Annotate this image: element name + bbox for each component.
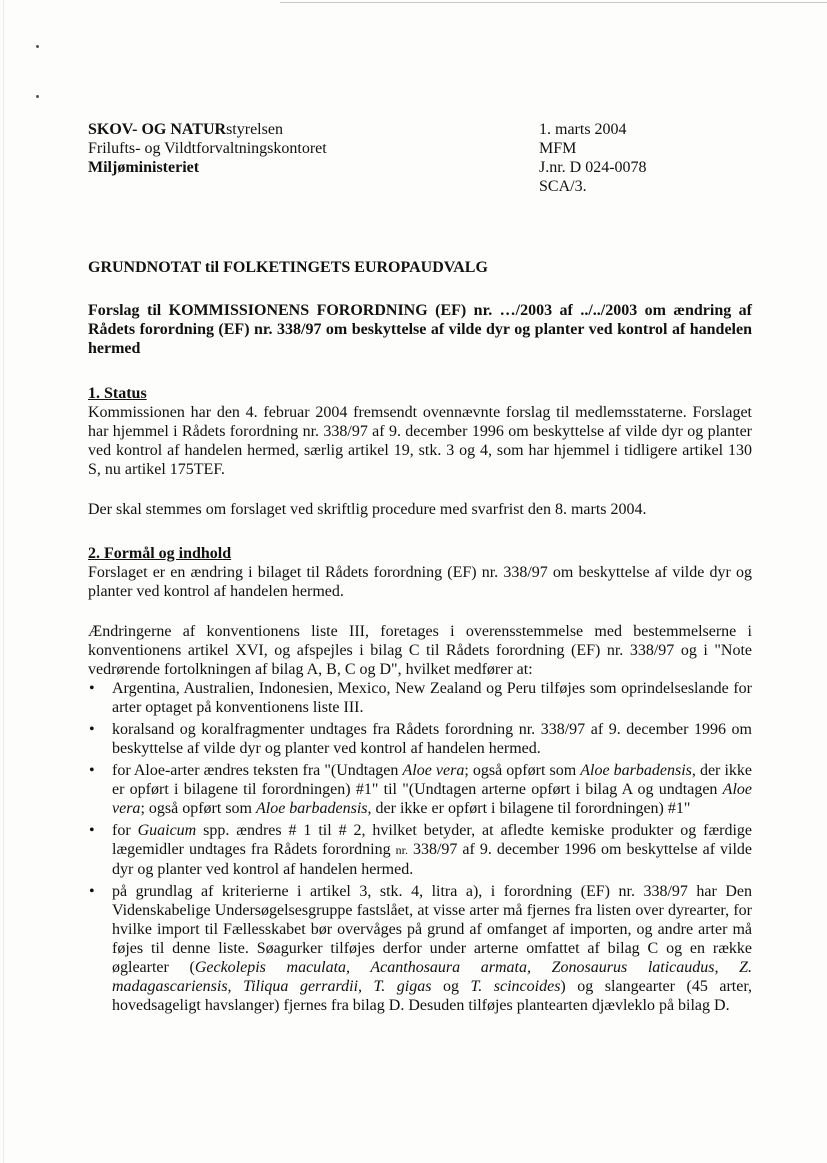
scan-edge-top (280, 2, 827, 3)
agency-name: SKOV- OG NATURstyrelsen (88, 121, 283, 138)
list-item: • for Aloe-arter ændres teksten fra "(Undtagen Aloe vera; også opført som Aloe barbadensis, der ikke er opført i bilagene til forordningen) #1" til "(Undtagen arterne opført i bilag A og undtagen Aloe vera; også opført som Aloe barbadensis, der ikke er opført i bilagene til forordningen) #1" (89, 762, 753, 817)
journal-number: J.nr. D 024-0078 (539, 159, 647, 176)
scan-edge-left (3, 0, 4, 1163)
section-purpose (88, 544, 752, 1015)
list-item: • for Guaicum spp. ændres # 1 til # 2, hvilket betyder, at afledte kemiske produkter og færdige lægemidler undtages fra Rådets forordning nr. 338/97 af 9. december 1996 om beskyttelse af vilde dyr og planter ved kontrol af handelen hermed. (89, 822, 753, 878)
amendment-list (88, 679, 752, 1015)
bullet-icon: • (89, 762, 95, 779)
proposal-title: Forslag til KOMMISSIONENS FORORDNING (EF) nr. …/2003 af ../../2003 om ændring af Rådets forordning (EF) nr. 338/97 om beskyttelse af vilde dyr og planter ved kontrol af handelen hermed (88, 302, 752, 357)
scan-speck (36, 95, 39, 98)
paragraph: Kommissionen har den 4. februar 2004 fremsendt ovennævnte forslag til medlemsstaterne. Forslaget har hjemmel i Rådets forordning nr. 338/97 af 9. december 1996 om beskyttelse af vilde dyr og planter ved kontrol af handelen hermed, særlig artikel 19, stk. 3 og 4, som har hjemmel i tidligere artikel 130 S, nu artikel 175TEF. (88, 404, 752, 478)
bullet-icon: • (89, 822, 95, 839)
paragraph: Der skal stemmes om forslaget ved skriftlig procedure med svarfrist den 8. marts 2004. (88, 501, 647, 518)
office-name: Frilufts- og Vildtforvaltningskontoret (88, 140, 327, 157)
sender-block (88, 120, 327, 177)
reference-block (539, 120, 647, 196)
unit-code: MFM (539, 140, 577, 157)
list-item: • Argentina, Australien, Indonesien, Mexico, New Zealand og Peru tilføjes som oprindelseslande for arter optaget på konventionens liste III. (89, 680, 752, 716)
bullet-icon: • (89, 883, 95, 900)
paragraph: Forslaget er en ændring i bilaget til Rådets forordning (EF) nr. 338/97 om beskyttelse af vilde dyr og planter ved kontrol af handelen hermed. (88, 564, 752, 600)
section-heading: 1. Status (88, 385, 147, 402)
section-heading: 2. Formål og indhold (88, 545, 232, 562)
list-item: • koralsand og koralfragmenter undtages fra Rådets forordning nr. 338/97 af 9. december 1996 om beskyttelse af vilde dyr og planter ved kontrol af handelen hermed. (89, 721, 752, 757)
reference-code: SCA/3. (539, 178, 587, 195)
list-item: • på grundlag af kriterierne i artikel 3, stk. 4, litra a), i forordning (EF) nr. 338/97 har Den Videnskabelige Undersøgelsesgruppe fastslået, at visse arter må fjernes fra listen over dyrearter, for hvilke import til Fællesskabet bør overvåges på grund af omfanget af importen, og andre arter må føjes til denne liste. Søagurker tilføjes derfor under arterne omfattet af bilag C og en række øglearter (Geckolepis maculata, Acanthosaura armata, Zonosaurus laticaudus, Z. madagascariensis, Tiliqua gerrardii, T. gigas og T. scincoides) og slangearter (45 arter, hovedsageligt havslanger) fjernes fra bilag D. Desuden tilføjes plantearten djævleklo på bilag D. (89, 883, 753, 1014)
letterhead (88, 120, 748, 210)
paragraph: Ændringerne af konventionens liste III, foretages i overensstemmelse med bestemmelserne i konventionens artikel XVI, og afspejles i bilag C til Rådets forordning (EF) nr. 338/97 og i "Note vedrørende fortolkningen af bilag A, B, C og D", hvilket medfører at: (88, 623, 752, 678)
document-body (88, 258, 752, 1018)
ministry-name: Miljøministeriet (88, 159, 200, 176)
bullet-icon: • (89, 721, 95, 738)
document-title: GRUNDNOTAT til FOLKETINGETS EUROPAUDVALG (88, 259, 488, 276)
scan-speck (36, 45, 39, 48)
section-status (88, 384, 752, 519)
bullet-icon: • (89, 680, 95, 697)
document-date: 1. marts 2004 (539, 121, 627, 138)
